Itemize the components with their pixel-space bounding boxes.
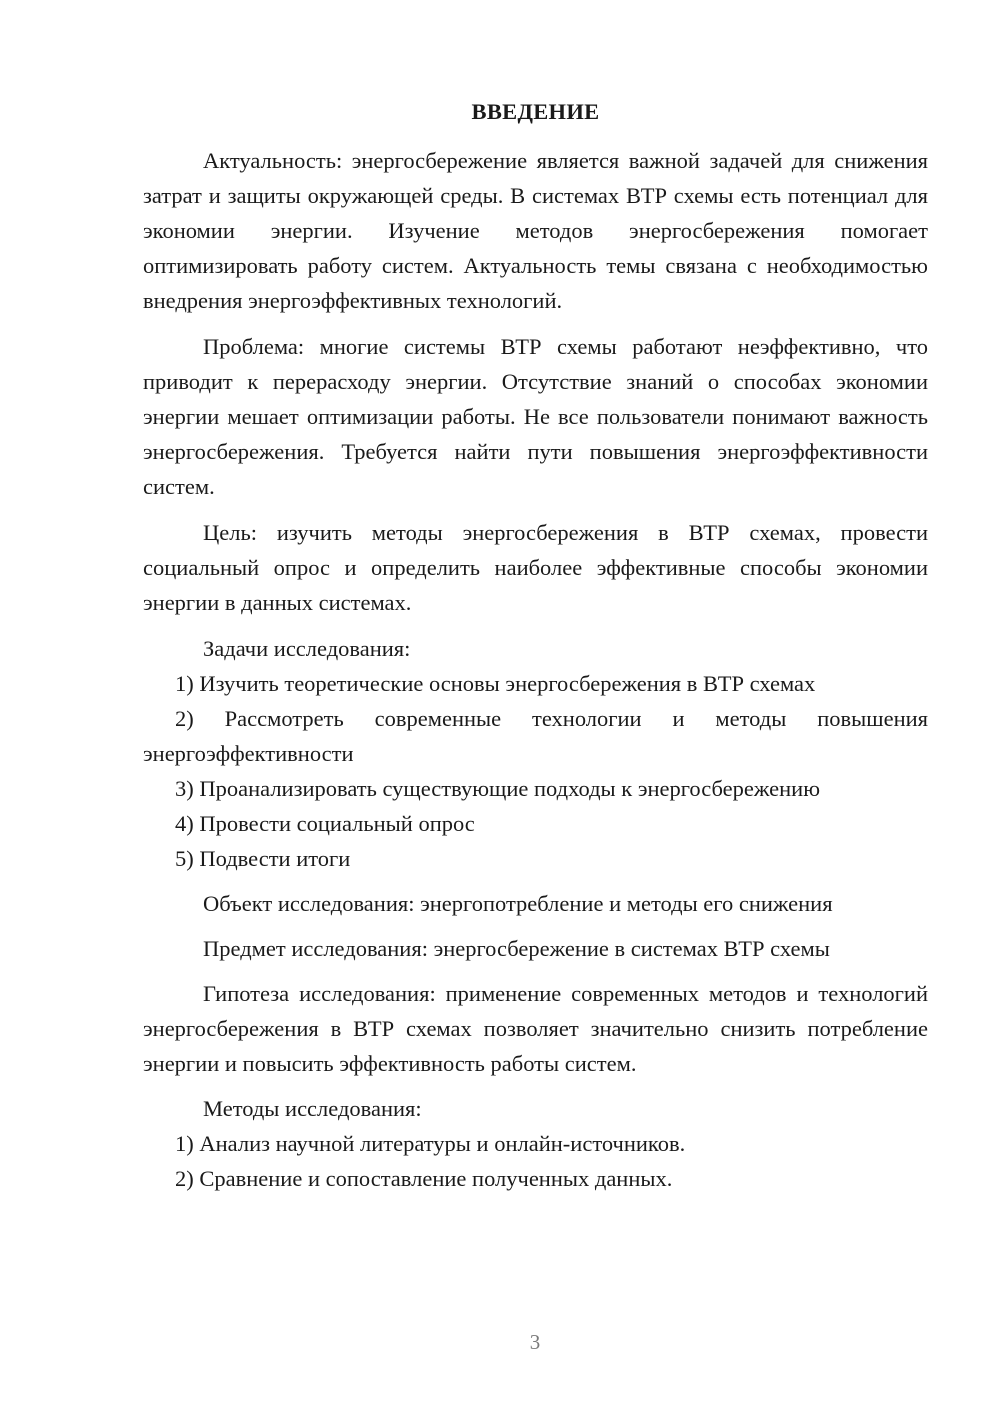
method-item-1: 1) Анализ научной литературы и онлайн-источников. — [175, 1131, 686, 1156]
goal-paragraph: Цель: изучить методы энергосбережения в ВТР схемах, провести социальный опрос и определить наиболее эффективные способы экономии энергии в данных системах. — [143, 520, 928, 615]
page-title: ВВЕДЕНИЕ — [471, 99, 600, 124]
problem-paragraph: Проблема: многие системы ВТР схемы работают неэффективно, что приводит к перерасходу энергии. Отсутствие знаний о способах экономии энергии мешает оптимизации работы. Не все пользователи понимают важность энергосбережения. Требуется найти пути повышения энергоэффективности систем. — [143, 334, 928, 499]
method-item-2: 2) Сравнение и сопоставление полученных данных. — [175, 1166, 673, 1191]
hypothesis-paragraph: Гипотеза исследования: применение современных методов и технологий энергосбережения в ВТР схемах позволяет значительно снизить потребление энергии и повысить эффективность работы систем. — [143, 981, 928, 1076]
document-page — [143, 94, 928, 1196]
tasks-heading: Задачи исследования: — [203, 636, 411, 661]
methods-heading: Методы исследования: — [203, 1096, 422, 1121]
subject-paragraph: Предмет исследования: энергосбережение в системах ВТР схемы — [203, 936, 830, 961]
task-item-4: 4) Провести социальный опрос — [175, 811, 475, 836]
relevance-paragraph: Актуальность: энергосбережение является важной задачей для снижения затрат и защиты окружающей среды. В системах ВТР схемы есть потенциал для экономии энергии. Изучение методов энергосбережения помогает оптимизировать работу систем. Актуальность темы связана с необходимостью внедрения энергоэффективных технологий. — [143, 148, 928, 313]
page-number: 3 — [529, 1330, 541, 1354]
task-item-5: 5) Подвести итоги — [175, 846, 351, 871]
task-item-1: 1) Изучить теоретические основы энергосбережения в ВТР схемах — [175, 671, 816, 696]
task-item-2: 2) Рассмотреть современные технологии и методы повышения энергоэффективности — [143, 706, 928, 766]
object-paragraph: Объект исследования: энергопотребление и методы его снижения — [203, 891, 833, 916]
task-item-3: 3) Проанализировать существующие подходы к энергосбережению — [175, 776, 821, 801]
